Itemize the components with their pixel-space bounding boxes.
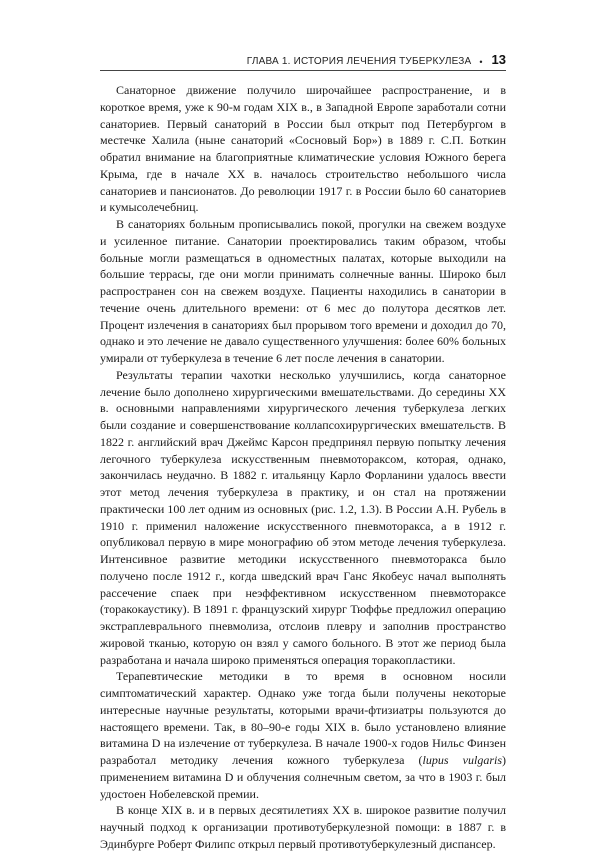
- paragraph-surgical-treatment: Результаты терапии чахотки несколько улучшились, когда санаторное лечение было дополнено хирургическими вмешательствами. До середины XX в. основными направлениями хирургического лечения туберкулеза легких были создание и совершенствование коллапсохирургических вмешательств. В 1822 г. английский врач Джеймс Карсон предпринял первую попытку лечения легочного туберкулеза искусственным пневмотораксом, которая, однако, закончилась неудачно. В 1882 г. итальянцу Карло Форланини удалось ввести этот метод лечения туберкулеза в практику, и он стал на протяжении практически 100 лет одним из основных (рис. 1.2, 1.3). В России А.Н. Рубель в 1910 г. применил наложение искусственного пневмоторакса, а в 1912 г. опубликовал первую в мире монографию об этом методе лечения туберкулеза. Интенсивное развитие методики искусственного пневмоторакса было получено после 1912 г., когда шведский врач Ганс Якобеус начал выполнять рассечение спаек при неэффективном искусственном пневмотораксе (торакокаустику). В 1891 г. французский хирург Тюффье предложил операцию экстраплеврального пневмолиза, отслоив плевру и заполнив пространство жировой тканью, которую он взял у самого больного. В этот же период была разработана и начала широко применяться операция торакопластики.: [100, 367, 506, 667]
- body-text: [100, 82, 506, 853]
- chapter-title: ГЛАВА 1. ИСТОРИЯ ЛЕЧЕНИЯ ТУБЕРКУЛЕЗА: [246, 56, 472, 67]
- header-rule: [100, 70, 506, 71]
- header-bullet: •: [479, 57, 483, 67]
- running-header: [100, 47, 506, 67]
- page-number: 13: [491, 52, 506, 67]
- paragraph-dispensary: В конце XIX в. и в первых десятилетиях XX в. широкое развитие получил научный подход к организации противотуберкулезной помощи: в 1887 г. в Эдинбурге Роберт Филипс открыл первый противотуберкулезный диспансер.: [100, 803, 506, 851]
- paragraph-therapeutic-text-before: Терапевтические методики в то время в основном носили симптоматический характер. Однако уже тогда были получены некоторые интересные научные результаты, которыми врачи-фтизиатры пользуются до настоящего времени. Так, в 80–90-е годы XIX в. было установлено влияние витамина D на излечение от туберкулеза. В начале 1900-х годов Нильс Финзен разработал методику лечения кожного туберкулеза (: [100, 669, 506, 767]
- paragraph-therapeutic-text-after: ) применением витамина D и облучения солнечным светом, за что в 1903 г. был удостоен Нобелевской премии.: [100, 753, 507, 801]
- paragraph-sanatorium-regimen: В санаториях больным прописывались покой, прогулки на свежем воздухе и усиленное питание. Санатории проектировались таким образом, чтобы больные могли размещаться в одноместных палатах, которые выходили на большие террасы, где они могли принимать солнечные ванны. Широко был распространен сон на свежем воздухе. Пациенты находились в санатории в течение очень длительного времени: от 6 мес до полутора десятков лет. Процент излечения в санаториях был прорывом того времени и доходил до 70, однако и это лечение не давало существенного улучшения: более 60% больных умирали от туберкулеза в течение 6 лет после лечения в санатории.: [100, 217, 506, 365]
- paragraph-sanatorium-movement: Санаторное движение получило широчайшее распространение, и в короткое время, уже к 90-м годам XIX в., в Западной Европе заработали сотни санаториев. Первый санаторий в России был открыт под Петербургом в местечке Халила (ныне санаторий «Сосновый Бор») в 1889 г. С.П. Боткин обратил внимание на благоприятные климатические условия Южного берега Крыма, где в начале XX в. началось строительство небольшого числа санаториев и пансионатов. До революции 1917 г. в России было 60 санаториев и кумысолечебниц.: [100, 83, 506, 215]
- latin-term-lupus-vulgaris: lupus vulgaris: [422, 753, 503, 767]
- paragraph-therapeutic-methods: [100, 668, 506, 802]
